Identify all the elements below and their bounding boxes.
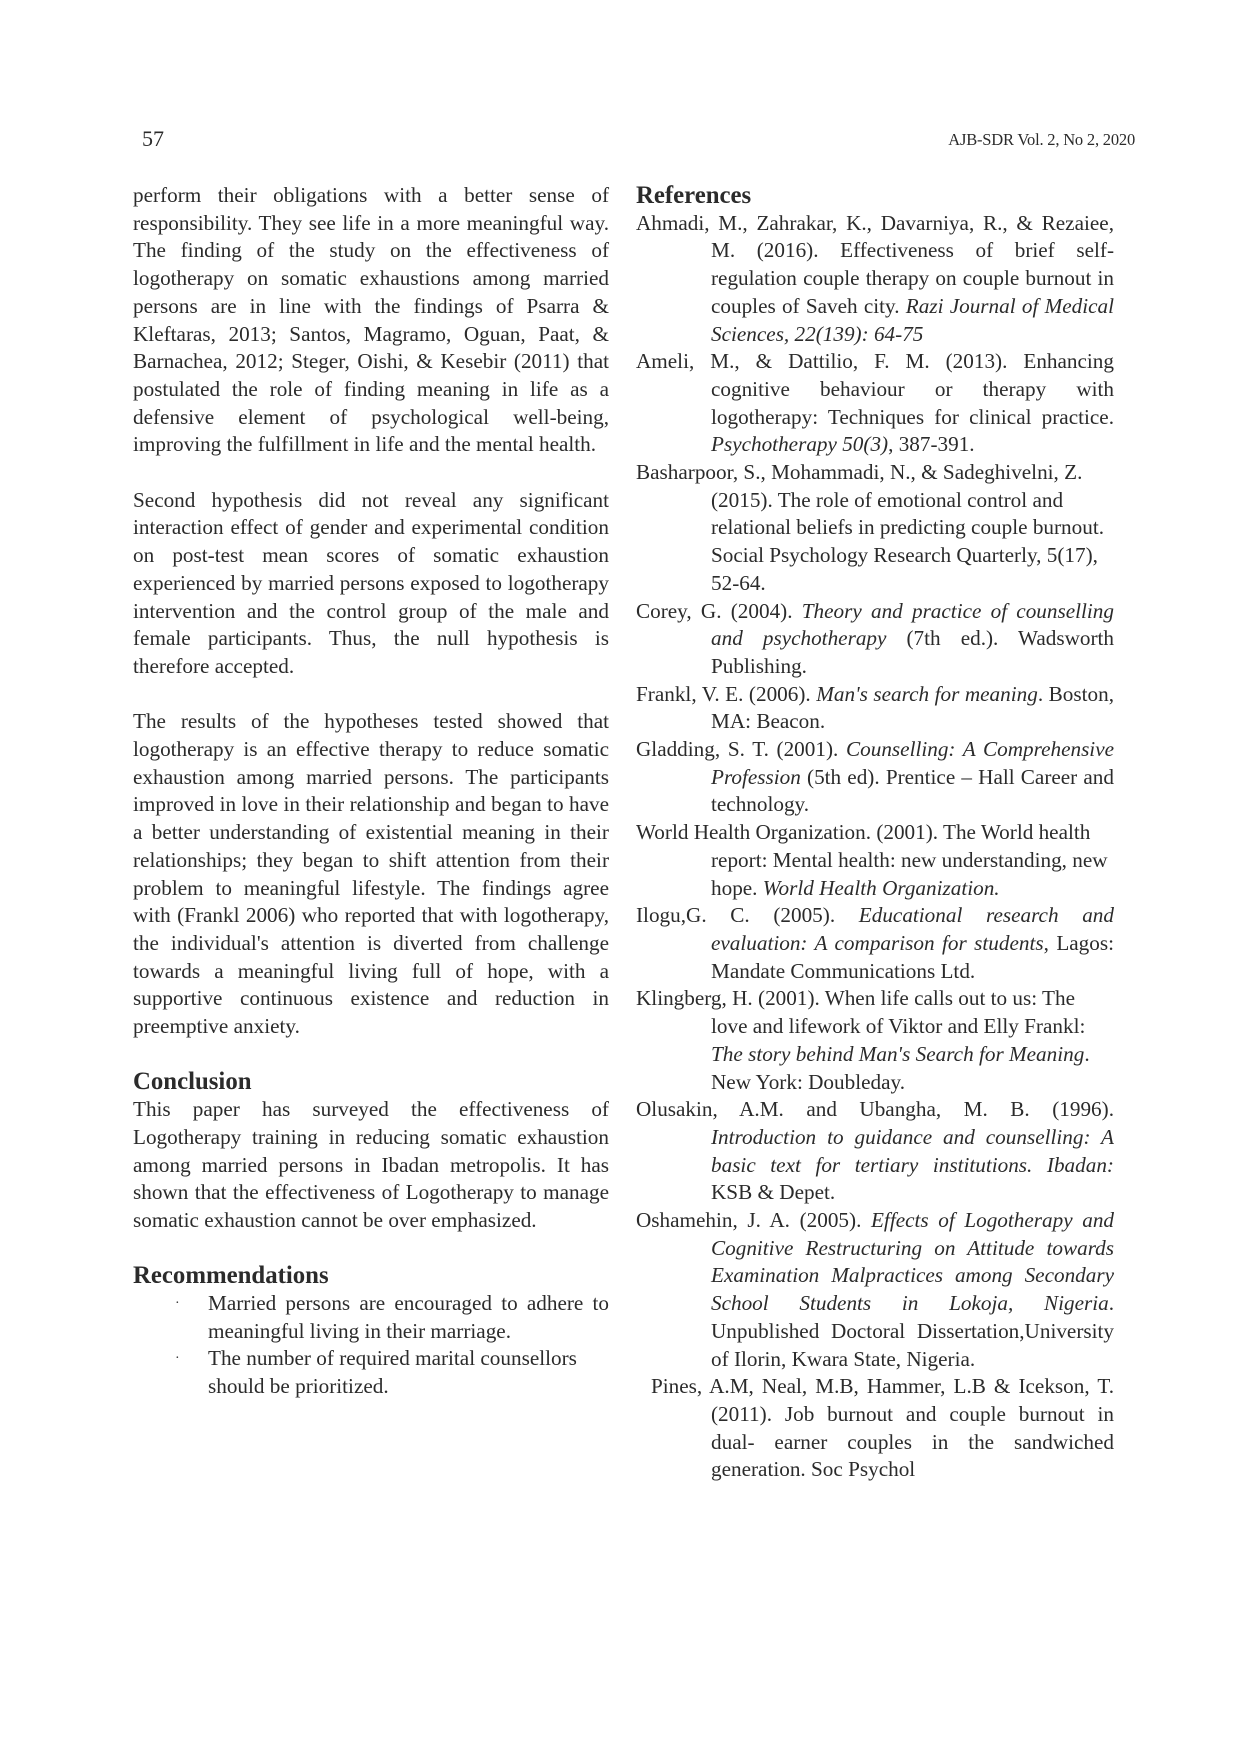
- reference-source: Theory and practice of counselling and psychotherapy: [711, 598, 1114, 651]
- conclusion-text: This paper has surveyed the effectiveness of Logotherapy training in reducing somatic exhaustion among married persons in Ibadan metropolis. It has shown that the effectiveness of Logotherapy to manage somatic exhaustion cannot be over emphasized.: [133, 1097, 609, 1232]
- reference-text: Oshamehin, J. A. (2005).: [636, 1208, 871, 1233]
- body-paragraph: perform their obligations with a better sense of responsibility. They see life in a more meaningful way. The finding of the study on the effectiveness of logotherapy on somatic exhaustions among married persons are in line with the findings of Psarra & Kleftaras, 2013; Santos, Magramo, Oguan, Paat, & Barnachea, 2012; Steger, Oishi, & Kesebir (2011) that postulated the role of finding meaning in life as a defensive element of psychological well-being, improving the fulfillment in life and the mental health.: [133, 183, 609, 457]
- reference-entry: [636, 348, 1114, 459]
- reference-source: World Health Organization.: [762, 875, 1000, 900]
- reference-entry: [651, 1373, 1114, 1484]
- reference-entry: [636, 902, 1114, 985]
- reference-source: Razi Journal of Medical Sciences, 22(139): 64-75: [711, 293, 1114, 346]
- reference-text: Ameli, M., & Dattilio, F. M. (2013). Enhancing cognitive behaviour or therapy with logotherapy: Techniques for clinical practice.: [636, 349, 1114, 429]
- reference-entry: [636, 985, 1114, 1096]
- reference-entry: [636, 819, 1114, 902]
- reference-entry: [636, 736, 1114, 819]
- reference-text: World Health Organization. (2001). The World health report: Mental health: new understanding, new hope.: [636, 820, 1108, 900]
- list-item-text: Married persons are encouraged to adhere to meaningful living in their marriage.: [208, 1291, 609, 1343]
- journal-info: AJB-SDR Vol. 2, No 2, 2020: [948, 130, 1135, 149]
- list-item: [133, 1290, 609, 1345]
- bullet-icon: ·: [175, 1296, 180, 1312]
- reference-entry: [636, 1207, 1114, 1373]
- reference-entry: [636, 459, 1114, 598]
- conclusion-section: [133, 1068, 609, 1234]
- reference-text: . Unpublished Doctoral Dissertation,University of Ilorin, Kwara State, Nigeria.: [711, 1291, 1114, 1371]
- section-heading: Conclusion: [133, 1068, 252, 1096]
- recommendations-list: [133, 1290, 609, 1401]
- page-header: [0, 126, 1241, 156]
- reference-text: . Boston, MA: Beacon.: [711, 681, 1114, 734]
- reference-text: Gladding, S. T. (2001).: [636, 737, 846, 762]
- reference-entry: [636, 681, 1114, 736]
- reference-text: Olusakin, A.M. and Ubangha, M. B. (1996).: [636, 1097, 1114, 1122]
- reference-source: Counselling: A Comprehensive Profession: [711, 737, 1115, 789]
- reference-text: , Lagos: Mandate Communications Ltd.: [711, 930, 1114, 983]
- references-column: [636, 182, 1114, 1484]
- reference-text: Corey, G. (2004).: [636, 598, 802, 623]
- reference-text: . New York: Doubleday.: [711, 1041, 1090, 1094]
- body-paragraph: Second hypothesis did not reveal any significant interaction effect of gender and experimental condition on post-test mean scores of somatic exhaustion experienced by married persons exposed to logotherapy intervention and the control group of the male and female participants. Thus, the null hypothesis is therefore accepted.: [133, 487, 609, 678]
- left-column: [133, 182, 609, 1401]
- body-paragraph: The results of the hypotheses tested showed that logotherapy is an effective therapy to reduce somatic exhaustion among married persons. The participants improved in love in their relationship and began to have a better understanding of existential meaning in their relationships; they began to shift attention from their problem to meaningful lifestyle. The findings agree with (Frankl 2006) who reported that with logotherapy, the individual's attention is diverted from challenge towards a meaningful living full of hope, with a supportive continuous existence and reduction in preemptive anxiety.: [133, 709, 609, 1039]
- reference-source: Introduction to guidance and counselling: A basic text for tertiary institutions. Ibadan:: [711, 1124, 1114, 1177]
- reference-text: Frankl, V. E. (2006).: [636, 681, 817, 706]
- reference-source: Effects of Logotherapy and Cognitive Restructuring on Attitude towards Examination Malpractices among Secondary School Students in Lokoja, Nigeria: [711, 1208, 1115, 1316]
- reference-entry: [636, 598, 1114, 681]
- section-heading: Recommendations: [133, 1262, 329, 1290]
- reference-source: Psychotherapy 50(3): [711, 432, 889, 457]
- recommendations-section: [133, 1262, 609, 1401]
- reference-text: KSB & Depet.: [711, 1180, 836, 1205]
- references-heading: References: [636, 182, 752, 209]
- reference-source: Educational research and evaluation: A comparison for students: [711, 903, 1114, 955]
- reference-entry: [636, 210, 1114, 349]
- reference-text: Klingberg, H. (2001). When life calls out to us: The love and lifework of Viktor and Elly Frankl:: [636, 986, 1086, 1039]
- list-item-text: The number of required marital counsellors should be prioritized.: [208, 1346, 577, 1399]
- reference-text: Basharpoor, S., Mohammadi, N., & Sadeghivelni, Z. (2015). The role of emotional control and relational beliefs in predicting couple burnout. Social Psychology Research Quarterly, 5(17), 52-64.: [636, 460, 1105, 595]
- reference-text: (7th ed.). Wadsworth Publishing.: [711, 626, 1115, 678]
- reference-text: , 387-391.: [888, 432, 975, 457]
- page-number: 57: [142, 126, 164, 151]
- reference-entry: [636, 1096, 1114, 1207]
- reference-source: The story behind Man's Search for Meaning: [711, 1041, 1085, 1066]
- bullet-icon: ·: [175, 1351, 180, 1367]
- reference-text: Ahmadi, M., Zahrakar, K., Davarniya, R., & Rezaiee, M. (2016). Effectiveness of brief self-regulation couple therapy on couple burnout in couples of Saveh city.: [636, 210, 1114, 318]
- reference-text: Ilogu,G. C. (2005).: [636, 903, 859, 928]
- reference-source: Man's search for meaning: [816, 681, 1038, 706]
- list-item: [133, 1345, 609, 1400]
- reference-text: (5th ed). Prentice – Hall Career and technology.: [711, 764, 1114, 817]
- reference-text: Pines, A.M, Neal, M.B, Hammer, L.B & Icekson, T. (2011). Job burnout and couple burnout in dual- earner couples in the sandwiched generation. Soc Psychol: [651, 1374, 1114, 1482]
